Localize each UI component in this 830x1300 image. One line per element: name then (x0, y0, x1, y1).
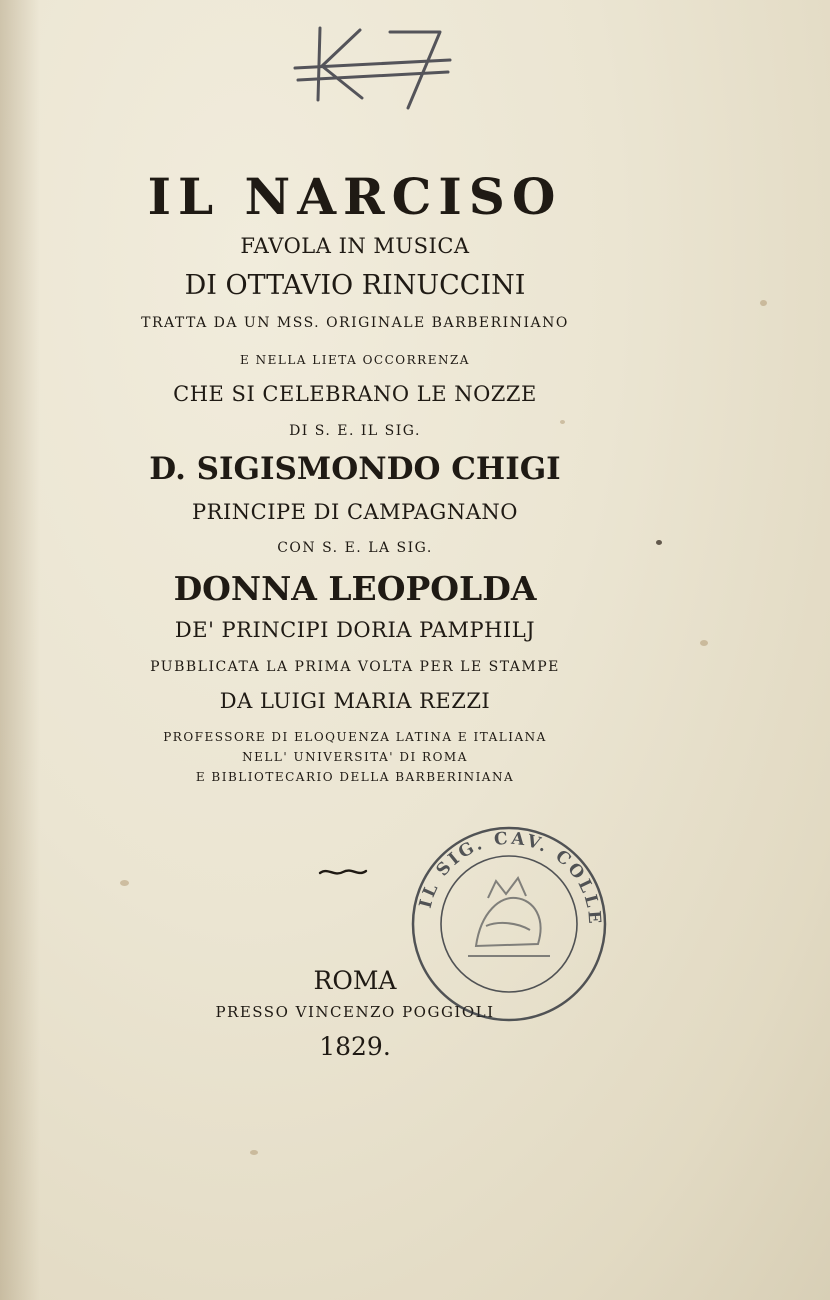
book-title: IL NARCISO (147, 167, 563, 226)
library-stamp-icon (406, 826, 612, 1022)
groom-name: D. SIGISMONDO CHIGI (149, 451, 561, 487)
bride-name: DONNA LEOPOLDA (173, 569, 537, 608)
occasion-line: E NELLA LIETA OCCORRENZA (240, 353, 470, 367)
editor-role-2: NELL' UNIVERSITA' DI ROMA (242, 750, 468, 764)
imprint-city: ROMA (313, 966, 397, 995)
groom-title: PRINCIPE DI CAMPAGNANO (192, 500, 518, 524)
svg-text:IL SIG. CAV. COLLE: IL SIG. CAV. COLLE (415, 828, 605, 928)
author-line: DI OTTAVIO RINUCCINI (184, 270, 526, 301)
bride-title: DE' PRINCIPI DORIA PAMPHILJ (174, 618, 536, 642)
ornament-divider-icon (318, 865, 368, 879)
editor-role-3: E BIBLIOTECARIO DELLA BARBERINIANA (195, 770, 515, 784)
source-line: TRATTA DA UN MSS. ORIGINALE BARBERINIANO (141, 315, 569, 331)
publication-line: PUBBLICATA LA PRIMA VOLTA PER LE STAMPE (150, 659, 560, 675)
celebration-line: CHE SI CELEBRANO LE NOZZE (173, 382, 537, 406)
genre-line: FAVOLA IN MUSICA (240, 234, 470, 258)
imprint-year: 1829. (319, 1032, 391, 1061)
editor-line: DA LUIGI MARIA REZZI (219, 689, 491, 713)
imprint-printer: PRESSO VINCENZO POGGIOLI (215, 1003, 495, 1021)
honorific-line-1: DI S. E. IL SIG. (289, 423, 421, 439)
honorific-line-2: CON S. E. LA SIG. (277, 540, 433, 556)
editor-role-1: PROFESSORE DI ELOQUENZA LATINA E ITALIANA (163, 730, 547, 744)
